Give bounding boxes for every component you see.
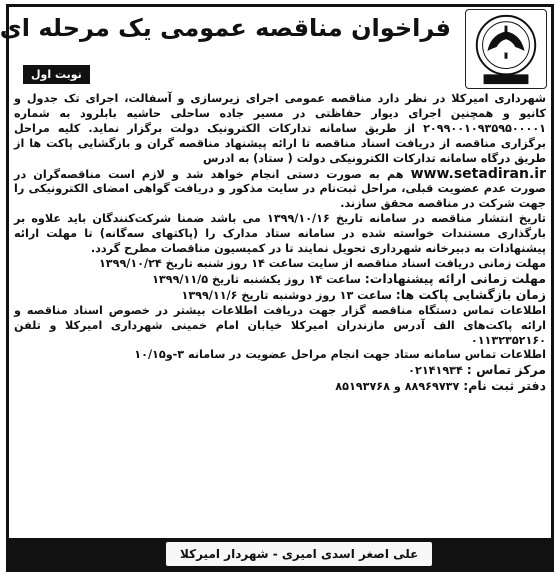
intro-text: شهرداری امیرکلا در نظر دارد مناقصه عمومی اجرای زیرسازی و آسفالت، اجرای تک جدول و کانیو و همچنین اجرای دیوار حفاظتی در مسیر جاده ساحلی حاشیه بابلرود به شماره ۲۰۹۹۰۰۱۰۹۳۵۹۵۰۰۰۰۱ از طریق سامانه تدارکات الکترونیک دولت برگزار نماید. کلیه مراحل برگزاری مناقصه از دریافت اسناد مناقصه تا ارائه پیشنهاد مناقصه گران و بازگشایی پاکت ها از طریق درگاه سامانه تدارکات الکترونیکی دولت ( ستاد) به ادرس	[14, 92, 546, 165]
registration-office-label: دفتر ثبت نام:	[463, 378, 546, 394]
registration-office	[14, 379, 546, 395]
seal-icon	[466, 10, 546, 88]
offer-deadline-label: مهلت زمانی ارائه پیشنهادات:	[364, 270, 546, 286]
opening-value: ساعت ۱۳ روز دوشنبه تاریخ ۱۳۹۹/۱۱/۶	[181, 288, 392, 302]
municipality-logo	[465, 9, 547, 89]
url-paragraph	[14, 167, 546, 213]
setad-contact: اطلاعات تماس سامانه ستاد جهت انجام مراحل عضویت در سامانه ۳-و۱۰/۱۵	[134, 348, 546, 362]
notice-body	[14, 92, 546, 526]
call-center-value: ۰۲۱۴۱۹۳۴	[408, 364, 463, 378]
mayor-signature: علی اصغر اسدی امیری - شهردار امیرکلا	[166, 542, 432, 566]
publish-paragraph: تاریخ انتشار مناقصه در سامانه تاریخ ۱۳۹۹/۱۰/۱۶ می باشد ضمنا شرکت‌کنندگان باید علاوه بر بارگذاری مستندات خواسته شده در سامانه ستاد مدارک را (پاکتهای سه‌گانه) تا مهلت ارائه پیشنهادات به دبیرخانه شهرداری تحویل نمایند تا در کمیسیون مناقصات مطرح گردد.	[14, 212, 546, 256]
contact-paragraph: اطلاعات تماس دستگاه مناقصه گزار جهت دریافت اطلاعات بیشتر در خصوص اسناد مناقصه و ارائه پاکت‌های الف آدرس مازندران امیرکلا خیابان امام خمینی شهرداری امیرکلا و تلفن ۰۱۱۳۲۳۵۲۱۶۰	[14, 303, 546, 347]
first-round-badge: نوبت اول	[23, 65, 90, 84]
notice-title: فراخوان مناقصه عمومی یک مرحله ای	[0, 14, 451, 42]
call-center	[14, 363, 546, 379]
opening-label: زمان بازگشایی پاکت ها:	[395, 286, 546, 302]
offer-deadline	[14, 272, 546, 288]
call-center-label: مرکز تماس :	[466, 362, 546, 378]
registration-office-value: ۸۸۹۶۹۷۳۷ و ۸۵۱۹۳۷۶۸	[335, 380, 460, 394]
intro-paragraph	[14, 92, 546, 167]
offer-deadline-value: ساعت ۱۴ روز یکشنبه تاریخ ۱۳۹۹/۱۱/۵	[152, 272, 361, 286]
signature-bar	[6, 538, 554, 572]
notice-header	[0, 7, 551, 91]
opening-time	[14, 288, 546, 304]
docs-deadline: مهلت زمانی دریافت اسناد مناقصه از سایت ساعت ۱۴ روز شنبه تاریخ ۱۳۹۹/۱۰/۲۴	[98, 256, 546, 270]
setad-url-link[interactable]: www.setadiran.ir	[410, 165, 546, 182]
registration-text: هم به صورت دستی انجام خواهد شد و لازم است مناقصه‌گران در صورت عدم عضویت قبلی، مراحل ثبت‌نام در سایت مذکور و دریافت گواهی امضای الکترونیکی را جهت شرکت در مناقصه محقق سازند.	[14, 167, 546, 211]
